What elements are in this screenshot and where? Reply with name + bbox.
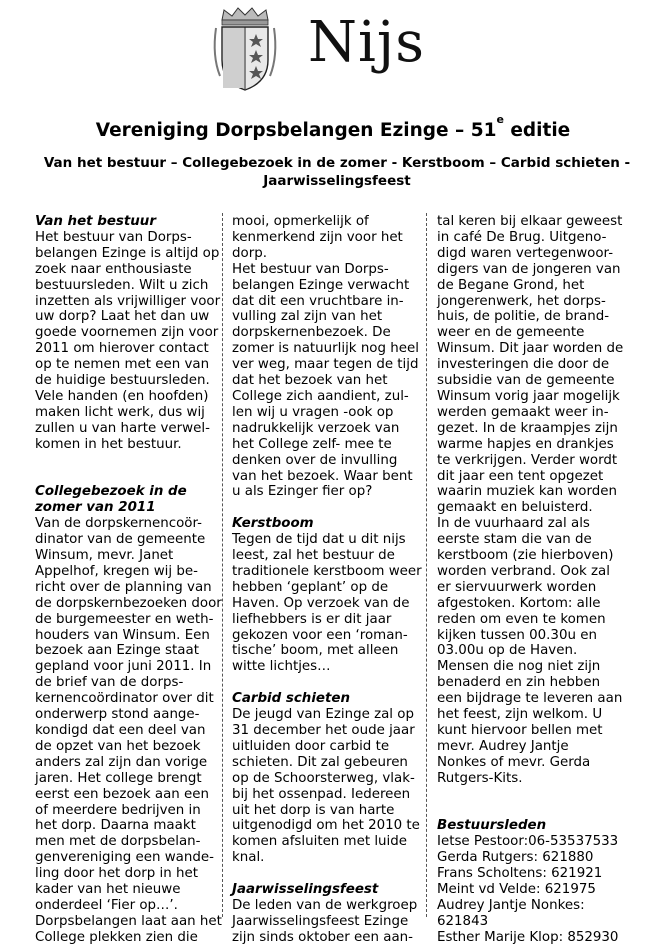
masthead-title: Nijs bbox=[308, 10, 426, 75]
page-subtitle: Van het bestuur – Collegebezoek in de zomer - Kerstboom – Carbid schieten - Jaarwisselingsfeest bbox=[43, 155, 631, 189]
column-divider bbox=[222, 213, 223, 917]
article-kerstboom: Tegen de tijd dat u dit nijs leest, zal het bestuur de traditionele kerstboom weer hebben ‘geplant’ op de Haven. Op verzoek van de liefhebbers is er dit jaar gekozen voor een ‘roman- tische’ boom, met alleen witte lichtjes… bbox=[232, 532, 422, 675]
heading-bestuursleden: Bestuursleden bbox=[437, 818, 547, 834]
article-van-het-bestuur: Het bestuur van Dorps- belangen Ezinge is altijd op zoek naar enthousiaste bestuursleden. Wilt u zich inzetten als vrijwilliger voor uw dorp? Laat het dan uw goede voornemen zijn voor 2011 om hierover contact op te nemen met een van de huidige bestuursleden. Vele handen (en hoofden) maken licht werk, dus wij zullen u van harte verwel- komen in het bestuur. bbox=[35, 229, 221, 452]
column-divider bbox=[426, 213, 427, 917]
heading-van-het-bestuur: Van het bestuur bbox=[35, 214, 156, 229]
column-2 bbox=[232, 214, 422, 946]
article-jaarwisselingsfeest: De leden van de werkgroep Jaarwisselingsfeest Ezinge zijn sinds oktober een aan- bbox=[232, 897, 418, 945]
article-collegebezoek-continued: mooi, opmerkelijk of kenmerkend zijn voor het dorp. Het bestuur van Dorps- belangen Ezinge verwacht dat dit een vruchtbare in- vulling zal zijn van het dorpskernenbezoek. De zomer is natuurlijk nog heel ver weg, maar tegen de tijd dat het bezoek van het College zich aandient, zul- len wij u vragen -ook op nadrukkelijk verzoek van het College zelf- mee te denken over de invulling van het bezoek. Waar bent u als Ezinger fier op? bbox=[232, 214, 419, 500]
article-jaarwisselingsfeest-continued: tal keren bij elkaar geweest in café De Brug. Uitgeno- digd waren vertegenwoor- digers van de jongeren van de Begane Grond, het jongerenwerk, het dorps- huis, de politie, de brand- weer en de gemeente Winsum. Dit jaar worden de investeringen die door de subsidie van de gemeente Winsum vorig jaar mogelijk werden gemaakt weer in- gezet. In de kraampjes zijn warme hapjes en drankjes te verkrijgen. Verder wordt dit jaar een tent opgezet waarin muziek kan worden gemaakt en beluisterd. In de vuurhaard zal als eerste stam die van de kerstboom (zie hierboven) worden verbrand. Ook zal er siervuurwerk worden afgestoken. Kortom: alle reden om even te komen kijken tussen 00.30u en 03.00u op de Haven. Mensen die nog niet zijn benaderd en zin hebben een bijdrage te leveren aan het feest, zijn welkom. U kunt hiervoor bellen met mevr. Audrey Jantje Nonkes of mevr. Gerda Rutgers-Kits. bbox=[437, 214, 624, 786]
heading-carbid-schieten: Carbid schieten bbox=[232, 691, 351, 707]
heading-jaarwisselingsfeest: Jaarwisselingsfeest bbox=[232, 882, 379, 898]
article-carbid-schieten: De jeugd van Ezinge zal op 31 december het oude jaar uitluiden door carbid te schieten. Dit zal gebeuren op de Schoorsterweg, vlak- bij het ossenpad. Iedereen uit het dorp is van harte uitgenodigd om het 2010 te komen afsluiten met luide knal. bbox=[232, 707, 420, 866]
heading-collegebezoek: Collegebezoek in de zomer van 2011 bbox=[35, 484, 187, 516]
bestuursleden-list: Ietse Pestoor:06-53537533 Gerda Rutgers: 621880 Frans Scholtens: 621921 Meint vd Velde: 621975 Audrey Jantje Nonkes: 621843 Esther Marije Klop: 852930 bbox=[437, 834, 619, 945]
column-3 bbox=[437, 214, 642, 946]
column-1 bbox=[35, 214, 222, 946]
page-title: Vereniging Dorpsbelangen Ezinge – 51e editie bbox=[95, 113, 571, 142]
article-collegebezoek: Van de dorpskernencoör- dinator van de gemeente Winsum, mevr. Janet Appelhof, kregen wij be- richt over de planning van de dorpskernbezoeken door de burgemeester en weth- houders van Winsum. Een bezoek aan Ezinge staat gepland voor juni 2011. In de brief van de dorps- kernencoördinator over dit onderwerp stond aange- kondigd dat een deel van de opzet van het bezoek anders zal zijn dan vorige jaren. Het college brengt eerst een bezoek aan een of meerdere bedrijven in het dorp. Daarna maakt men met de dorpsbelan- genvereniging een wande- ling door het dorp in het kader van het nieuwe onderdeel ‘Fier op…’. Dorpsbelangen laat aan het College plekken zien die bbox=[35, 516, 222, 945]
heading-kerstboom: Kerstboom bbox=[232, 516, 314, 532]
coat-of-arms-icon bbox=[210, 6, 280, 92]
